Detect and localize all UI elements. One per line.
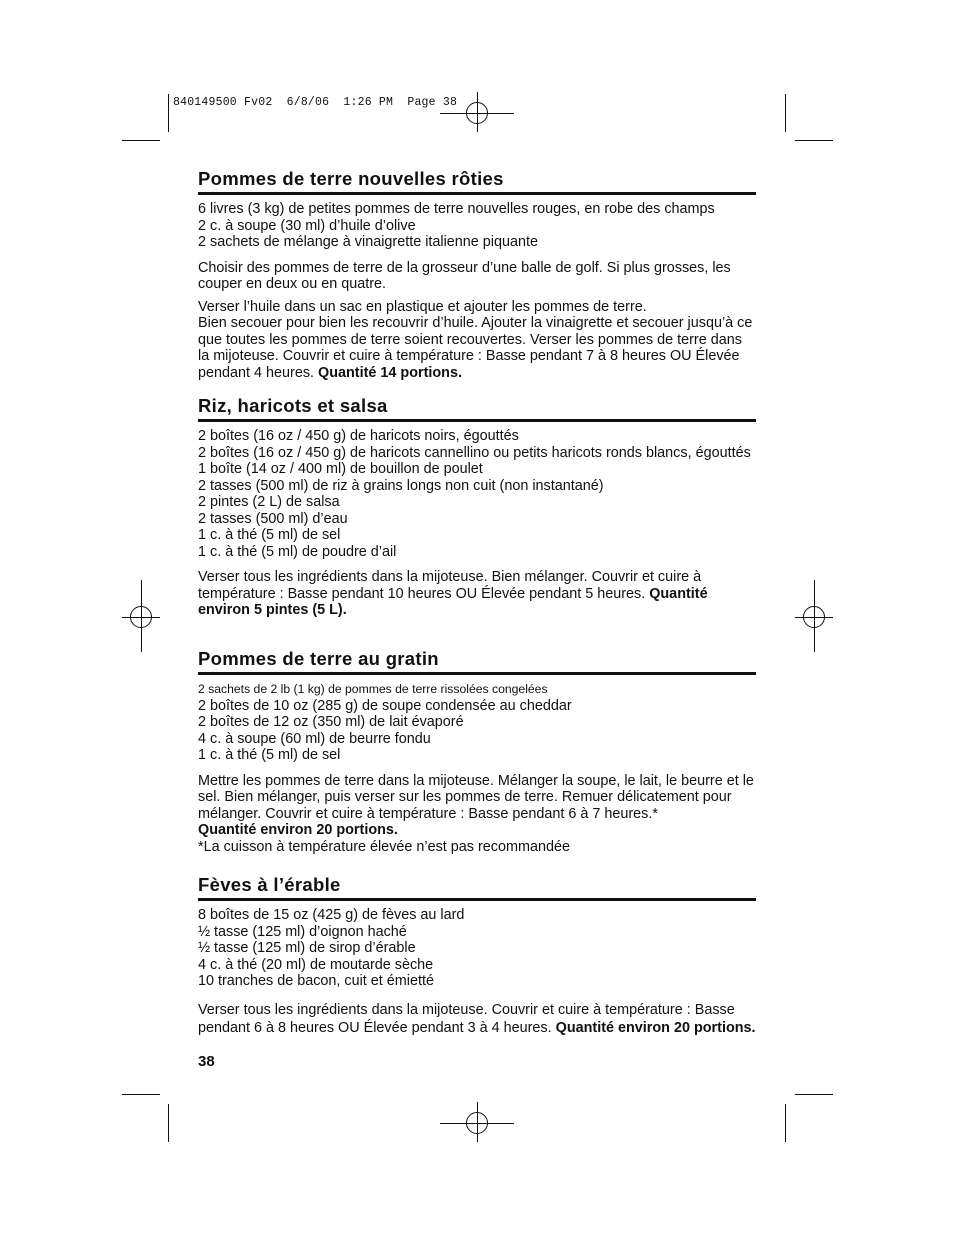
instruction-paragraph: Verser l’huile dans un sac en plastique et ajouter les pommes de terre. [198, 298, 647, 315]
recipe-yield: Quantité 14 portions. [318, 364, 462, 381]
ingredient: 1 c. à thé (5 ml) de sel [198, 747, 341, 763]
crop-mark-bottom-left-h [122, 1094, 160, 1095]
ingredient: 4 c. à thé (20 ml) de moutarde sèche [198, 956, 434, 973]
recipe-rice-beans-salsa [198, 395, 756, 619]
ingredient: 1 boîte (14 oz / 400 ml) de bouillon de poulet [198, 461, 483, 477]
instruction-text: Verser tous les ingrédients dans la mijoteuse. Couvrir et cuire à température : Basse pendant 6 à 8 heures OU Élevée pendant 3 à 4 heures. [198, 1001, 735, 1036]
ingredient: 8 boîtes de 15 oz (425 g) de fèves au lard [198, 907, 465, 923]
ingredient: 2 sachets de mélange à vinaigrette italienne piquante [198, 234, 539, 250]
recipe-yield: Quantité environ 20 portions. [198, 822, 398, 838]
crop-mark-bottom-right-h [795, 1094, 833, 1095]
ingredient: 6 livres (3 kg) de petites pommes de terre nouvelles rouges, en robe des champs [198, 201, 715, 217]
crop-mark-top-left-h [122, 140, 160, 141]
instruction-text: Bien secouer pour bien les recouvrir d’huile. Ajouter la vinaigrette et secouer jusqu’à ce que toutes les pommes de terre soient recouvertes. Verser les pommes de terre dans la mijoteuse. Couvrir et cuire à température : Basse pendant 7 à 8 heures OU Élevée pendant 4 heures. [198, 315, 753, 381]
ingredient: 4 c. à soupe (60 ml) de beurre fondu [198, 730, 431, 747]
ingredient: 2 tasses (500 ml) de riz à grains longs non cuit (non instantané) [198, 477, 604, 494]
recipe-title: Riz, haricots et salsa [198, 395, 756, 422]
ingredient: 2 boîtes de 10 oz (285 g) de soupe condensée au cheddar [198, 697, 572, 714]
ingredient: 2 boîtes de 12 oz (350 ml) de lait évaporé [198, 714, 464, 730]
ingredient: 1 c. à thé (5 ml) de sel [198, 527, 341, 543]
recipe-title: Pommes de terre nouvelles rôties [198, 168, 756, 195]
crop-mark-top-right-h [795, 140, 833, 141]
ingredient: 10 tranches de bacon, cuit et émietté [198, 973, 434, 989]
ingredient-list [198, 907, 756, 990]
recipe-roasted-new-potatoes [198, 168, 756, 381]
instruction-paragraph: Mettre les pommes de terre dans la mijoteuse. Mélanger la soupe, le lait, le beurre et le sel. Bien mélanger, puis verser sur les pommes de terre. Remuer délicatement pour mélanger. Couvrir et cuire à température : Basse pendant 6 à 7 heures.* [198, 772, 754, 822]
crop-mark-bottom-right-v [785, 1104, 786, 1142]
ingredient: 2 c. à soupe (30 ml) d’huile d’olive [198, 217, 416, 234]
ingredient: 2 tasses (500 ml) d’eau [198, 510, 348, 527]
ingredient: 1 c. à thé (5 ml) de poudre d’ail [198, 543, 397, 560]
printer-slug: 840149500 Fv02 6/8/06 1:26 PM Page 38 [173, 96, 458, 109]
instruction-paragraph [198, 569, 756, 619]
ingredient: 2 boîtes (16 oz / 450 g) de haricots cannellino ou petits haricots ronds blancs, égouttés [198, 444, 751, 461]
crop-mark-top-left-v [168, 94, 169, 132]
ingredient: ½ tasse (125 ml) de sirop d’érable [198, 940, 416, 956]
instruction-paragraph [198, 1001, 756, 1037]
ingredient: 2 sachets de 2 lb (1 kg) de pommes de terre rissolées congelées [198, 682, 548, 696]
instruction-text: Verser tous les ingrédients dans la mijoteuse. Bien mélanger. Couvrir et cuire à température : Basse pendant 10 heures OU Élevée pendant 5 heures. [198, 569, 702, 602]
recipe-title: Fèves à l’érable [198, 874, 756, 901]
recipe-yield: Quantité environ 20 portions. [555, 1019, 756, 1036]
crop-mark-top-right-v [785, 94, 786, 132]
ingredient-list [198, 428, 756, 560]
ingredient-list [198, 681, 756, 764]
recipe-potatoes-au-gratin [198, 648, 756, 855]
ingredient: 2 pintes (2 L) de salsa [198, 494, 340, 510]
recipe-title: Pommes de terre au gratin [198, 648, 756, 675]
recipe-yield: Quantité environ 5 pintes (5 L). [198, 585, 708, 618]
footnote: *La cuisson à température élevée n’est pas recommandée [198, 838, 570, 855]
page-number: 38 [198, 1053, 215, 1070]
crop-mark-bottom-left-v [168, 1104, 169, 1142]
recipe-maple-beans [198, 874, 756, 1037]
ingredient: ½ tasse (125 ml) d’oignon haché [198, 923, 407, 940]
ingredient-list [198, 201, 756, 251]
instruction-paragraph: Choisir des pommes de terre de la grosseur d’une balle de golf. Si plus grosses, les couper en deux ou en quatre. [198, 259, 731, 292]
ingredient: 2 boîtes (16 oz / 450 g) de haricots noirs, égouttés [198, 428, 519, 444]
instruction-paragraph [198, 315, 756, 381]
